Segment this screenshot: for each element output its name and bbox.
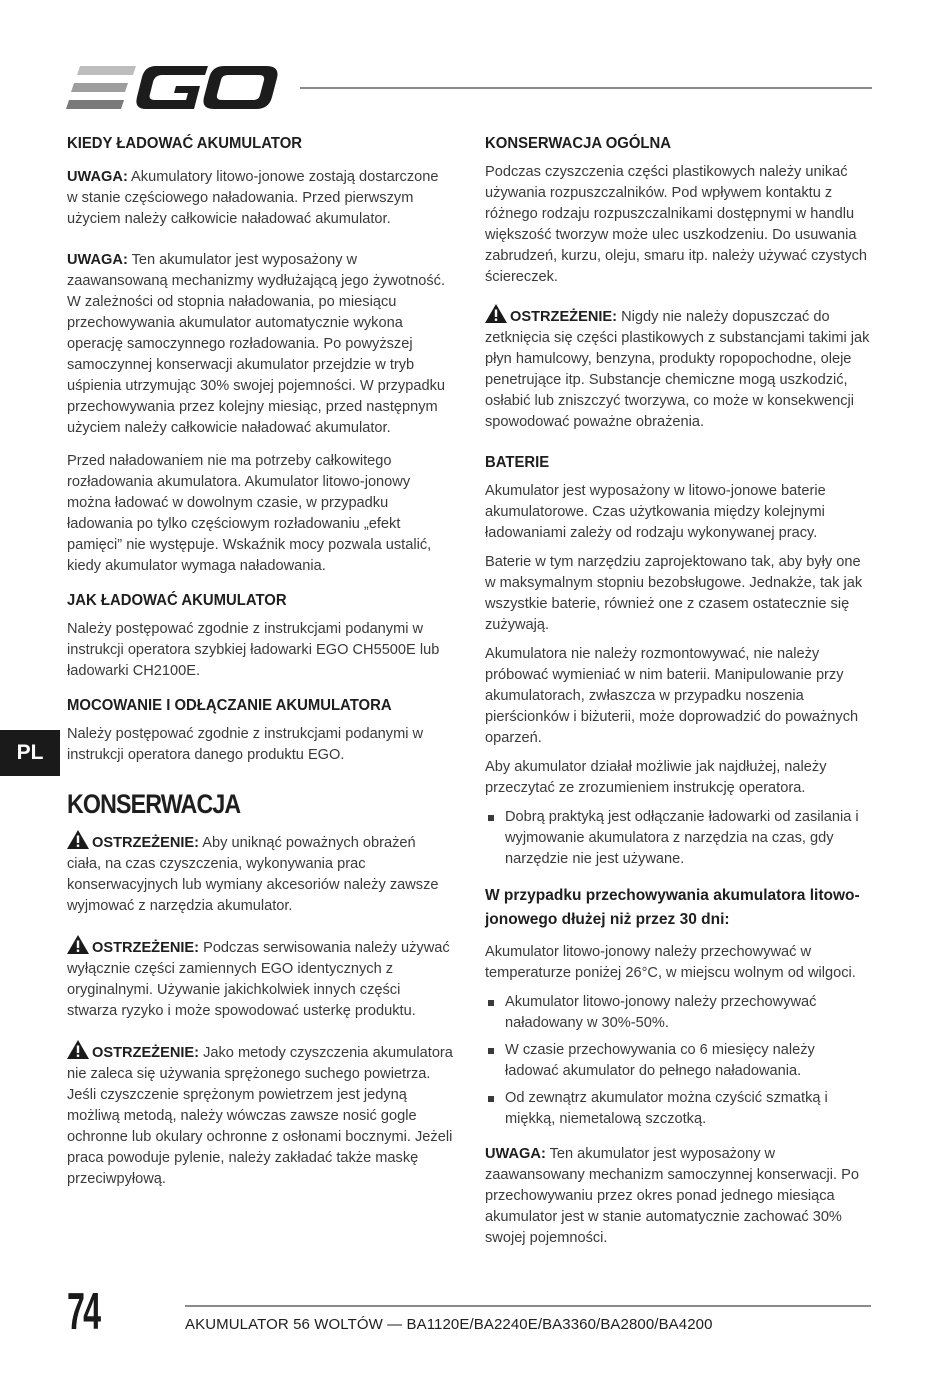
list-item-text: Akumulator litowo-jonowy należy przechowywać naładowany w 30%-50%. — [505, 994, 817, 1031]
warning-icon — [67, 830, 89, 849]
right-column — [485, 134, 871, 1257]
section-title-konserwacja-ogolna: KONSERWACJA OGÓLNA — [485, 135, 672, 152]
body-paragraph: Akumulator jest wyposażony w litowo-jonowe baterie akumulatorowe. Czas użytkowania między kolejnymi ładowaniami zależy od rodzaju wykonywanej pracy. — [485, 483, 826, 541]
body-paragraph: Podczas czyszczenia części plastikowych należy unikać używania rozpuszczalników. Pod wpływem kontaktu z różnego rodzaju rozpuszczalnikami dostępnymi w handlu większość tworzyw może ulec uszkodzeniu. Do usuwania zabrudzeń, kurzu, oleju, smaru itp. należy używać czystych ściereczek. — [485, 164, 868, 285]
warning-paragraph — [67, 935, 453, 1022]
note-text: Akumulatory litowo-jonowe zostają dostarczone w stanie częściowego naładowania. Przed pierwszym użyciem należy całkowicie naładować akumulator. — [67, 169, 439, 227]
warning-paragraph — [485, 304, 871, 433]
section-title-baterie: BATERIE — [485, 454, 550, 471]
list-item — [485, 1040, 871, 1082]
body-paragraph: Baterie w tym narzędziu zaprojektowano tak, aby były one w maksymalnym stopniu bezobsługowe. Jednakże, tak jak wszystkie baterie, również one z czasem ostatecznie się zużywają. — [485, 554, 863, 633]
left-column — [67, 134, 453, 1198]
section-title-jak-ladowac: JAK ŁADOWAĆ AKUMULATOR — [67, 592, 287, 609]
list-item — [485, 807, 871, 870]
list-item-text: Dobrą praktyką jest odłączanie ładowarki od zasilania i wyjmowanie akumulatora z narzędzia na czas, gdy narzędzie nie jest używane. — [505, 809, 859, 867]
bullet-list — [485, 807, 871, 870]
warning-icon — [67, 935, 89, 954]
ego-logo — [66, 64, 278, 110]
note-paragraph — [67, 250, 453, 439]
section-title-kiedy-ladowac: KIEDY ŁADOWAĆ AKUMULATOR — [67, 135, 303, 152]
page-number: 74 — [67, 1283, 100, 1341]
note-paragraph — [485, 1144, 871, 1249]
section-heading-konserwacja: KONSERWACJA — [67, 789, 241, 819]
note-label: UWAGA: — [485, 1146, 546, 1162]
note-label: UWAGA: — [67, 169, 128, 185]
list-item — [485, 1088, 871, 1130]
warning-paragraph — [67, 1040, 453, 1190]
warning-icon — [67, 1040, 89, 1059]
warning-label: OSTRZEŻENIE: — [510, 309, 618, 325]
bullet-square-icon — [488, 815, 494, 821]
bullet-square-icon — [488, 1096, 494, 1102]
note-paragraph — [67, 167, 453, 230]
bullet-square-icon — [488, 1000, 494, 1006]
footer-text: AKUMULATOR 56 WOLTÓW — BA1120E/BA2240E/BA3360/BA2800/BA4200 — [185, 1316, 713, 1333]
header-rule — [300, 87, 872, 89]
warning-label: OSTRZEŻENIE: — [92, 835, 200, 851]
warning-text: Podczas serwisowania należy używać wyłącznie części zamiennych EGO identycznych z oryginalnymi. Używanie jakichkolwiek innych części stwarza ryzyko i może spowodować usterkę produktu. — [67, 940, 450, 1019]
warning-label: OSTRZEŻENIE: — [92, 940, 200, 956]
warning-icon — [485, 304, 507, 323]
footer-rule — [185, 1305, 871, 1307]
body-paragraph: Aby akumulator działał możliwie jak najdłużej, należy przeczytać ze zrozumieniem instrukcję operatora. — [485, 759, 827, 796]
note-text: Ten akumulator jest wyposażony w zaawansowany mechanizm samoczynnej konserwacji. Po przechowywaniu przez okres ponad jednego miesiąca akumulator jest w stanie automatycznie zachować 30% swojej pojemności. — [485, 1146, 859, 1246]
warning-text: Aby uniknąć poważnych obrażeń ciała, na czas czyszczenia, wykonywania prac konserwacyjnych lub wymiany akcesoriów należy zawsze wyjmować z narzędzia akumulator. — [67, 835, 439, 914]
list-item-text: Od zewnątrz akumulator można czyścić szmatką i miękką, niemetalową szczotką. — [505, 1090, 828, 1127]
warning-text: Jako metody czyszczenia akumulatora nie zaleca się używania sprężonego suchego powietrza. Jeśli czyszczenie sprężonym powietrzem jest jedyną możliwą metodą, należy wówczas zawsze nosić gogle ochronne lub okulary ochronne z osłonami bocznymi. Jeżeli praca powoduje pylenie, należy zakładać także maskę przeciwpyłową. — [67, 1045, 453, 1187]
body-paragraph: Przed naładowaniem nie ma potrzeby całkowitego rozładowania akumulatora. Akumulator litowo-jonowy można ładować w dowolnym czasie, w przypadku ładowania po tylko częściowym rozładowaniu „efekt pamięci” nie występuje. Wskaźnik mocy pozwala ustalić, kiedy akumulator wymaga naładowania. — [67, 453, 432, 574]
list-item-text: W czasie przechowywania co 6 miesięcy należy ładować akumulator do pełnego naładowania. — [505, 1042, 815, 1079]
note-label: UWAGA: — [67, 252, 128, 268]
bullet-square-icon — [488, 1048, 494, 1054]
body-paragraph: Akumulatora nie należy rozmontowywać, nie należy próbować wymieniać w nim baterii. Manipulowanie przy akumulatorach, zwłaszcza w przypadku noszenia pierścionków i biżuterii, może doprowadzić do poważnych oparzeń. — [485, 646, 859, 746]
note-text: Ten akumulator jest wyposażony w zaawansowaną mechanizmy wydłużającą jego żywotność. W zależności od stopnia naładowania, po miesiącu przechowywania akumulator automatycznie wykona operację samoczynnego rozładowania. Po powyższej samoczynnej konserwacji akumulator przejdzie w tryb uśpienia utrzymując 30% swojej pojemności. W przypadku przechowywania przez kolejny miesiąc, przed następnym użyciem należy całkowicie naładować akumulator. — [67, 252, 446, 436]
body-paragraph: Należy postępować zgodnie z instrukcjami podanymi w instrukcji operatora danego produktu EGO. — [67, 726, 424, 763]
body-paragraph: Akumulator litowo-jonowy należy przechowywać w temperaturze poniżej 26°C, w miejscu wolnym od wilgoci. — [485, 944, 856, 981]
warning-label: OSTRZEŻENIE: — [92, 1045, 200, 1061]
section-title-mocowanie: MOCOWANIE I ODŁĄCZANIE AKUMULATORA — [67, 697, 392, 714]
warning-text: Nigdy nie należy dopuszczać do zetknięcia się części plastikowych z substancjami takimi jak płyn hamulcowy, benzyna, produkty ropopochodne, oleje penetrujące itp. Substancje chemiczne mogą uszkodzić, osłabić lub zniszczyć tworzywa, co może w konsekwencji spowodować poważne obrażenia. — [485, 309, 870, 430]
body-paragraph: Należy postępować zgodnie z instrukcjami podanymi w instrukcji operatora szybkiej ładowarki EGO CH5500E lub ładowarki CH2100E. — [67, 621, 440, 679]
bullet-list — [485, 992, 871, 1130]
language-tab: PL — [0, 730, 60, 776]
warning-paragraph — [67, 830, 453, 917]
section-title-przechowywanie: W przypadku przechowywania akumulatora litowo-jonowego dłużej niż przez 30 dni: — [485, 887, 860, 928]
list-item — [485, 992, 871, 1034]
